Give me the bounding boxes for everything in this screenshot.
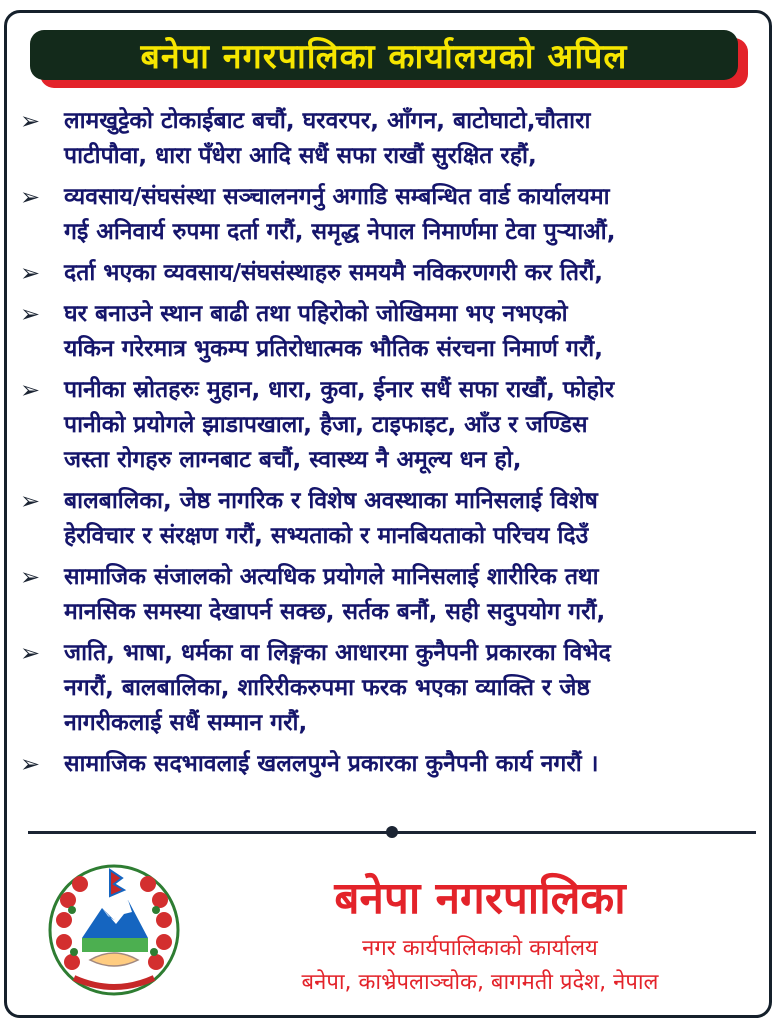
appeal-item <box>20 636 765 741</box>
appeal-line: हेरविचार र संरक्षण गरौं, सभ्यताको र मानबियताको परिचय दिउँ <box>64 523 589 549</box>
bullet-arrow-icon: ➢ <box>20 107 41 135</box>
nepal-government-emblem-icon <box>44 860 184 1000</box>
office-name: नगर कार्यपालिकाको कार्यालय <box>362 936 598 961</box>
bullet-arrow-icon: ➢ <box>20 259 41 287</box>
appeal-line: घर बनाउने स्थान बाढी तथा पहिरोको जोखिममा भए नभएको <box>64 301 568 327</box>
appeal-line: जस्ता रोगहरु लाग्नबाट बचौं, स्वास्थ्य नै अमूल्य धन हो, <box>64 447 522 473</box>
appeal-text <box>64 180 765 250</box>
appeal-line: सामाजिक संजालको अत्यधिक प्रयोगले मानिसलाई शारीरिक तथा <box>64 564 599 590</box>
appeal-text <box>64 747 765 782</box>
bullet-arrow-icon: ➢ <box>20 639 41 667</box>
appeal-item <box>20 373 765 478</box>
bullet-arrow-icon: ➢ <box>20 487 41 515</box>
appeal-text <box>64 484 765 554</box>
appeal-line: व्यवसाय/संघसंस्था सञ्चालनगर्नु अगाडि सम्बन्धित वार्ड कार्यालयमा <box>64 184 610 210</box>
appeal-item <box>20 560 765 630</box>
appeal-line: नगरौं, बालबालिका, शारिरीकरुपमा फरक भएका व्याक्ति र जेष्ठ <box>64 675 590 701</box>
appeal-text <box>64 560 765 630</box>
appeal-line: यकिन गरेरमात्र भुकम्प प्रतिरोधात्मक भौतिक संरचना निमार्ण गरौं, <box>64 336 603 362</box>
appeal-text <box>64 104 765 174</box>
appeal-line: पाटीपौवा, धारा पँधेरा आदि सधैं सफा राखौं सुरक्षित रहौं, <box>64 143 537 169</box>
appeal-line: पानीका स्रोतहरुः मुहान, धारा, कुवा, ईनार सधैं सफा राखौं, फोहोर <box>64 377 615 403</box>
bullet-arrow-icon: ➢ <box>20 563 41 591</box>
org-name: बनेपा नगरपालिका <box>334 873 626 924</box>
title-bar <box>30 30 738 80</box>
appeal-text <box>64 373 765 478</box>
appeal-line: मानसिक समस्या देखापर्न सक्छ, सर्तक बनौं, सही सदुपयोग गरौं, <box>64 599 606 625</box>
appeal-item <box>20 256 765 291</box>
bullet-arrow-icon: ➢ <box>20 750 41 778</box>
appeal-item <box>20 180 765 250</box>
appeal-line: जाति, भाषा, धर्मका वा लिङ्गका आधारमा कुनैपनी प्रकारका विभेद <box>64 640 611 666</box>
appeal-text <box>64 636 765 741</box>
bullet-arrow-icon: ➢ <box>20 376 41 404</box>
appeal-item <box>20 104 765 174</box>
appeal-line: बालबालिका, जेष्ठ नागरिक र विशेष अवस्थाका मानिसलाई विशेष <box>64 488 598 514</box>
address: बनेपा, काभ्रेपलाञ्चोक, बागमती प्रदेश, नेपाल <box>301 970 659 995</box>
appeal-item <box>20 297 765 367</box>
page-title: बनेपा नगरपालिका कार्यालयको अपिल <box>140 37 628 77</box>
appeal-list <box>20 104 765 788</box>
divider-dot <box>386 826 398 838</box>
bullet-arrow-icon: ➢ <box>20 300 41 328</box>
appeal-line: नागरीकलाई सधैं सम्मान गरौं, <box>64 710 308 736</box>
appeal-line: सामाजिक सदभावलाई खललपुग्ने प्रकारका कुनैपनी कार्य नगरौं । <box>64 751 599 777</box>
appeal-item <box>20 484 765 554</box>
bullet-arrow-icon: ➢ <box>20 183 41 211</box>
appeal-text <box>64 256 765 291</box>
appeal-item <box>20 747 765 782</box>
appeal-line: लामखुट्टेको टोकाईबाट बचौं, घरवरपर, आँगन, बाटोघाटो,चौतारा <box>64 108 591 134</box>
appeal-line: दर्ता भएका व्यवसाय/संघसंस्थाहरु समयमै नविकरणगरी कर तिरौं, <box>64 260 604 286</box>
appeal-line: गई अनिवार्य रुपमा दर्ता गरौं, समृद्ध नेपाल निमार्णमा टेवा पुऱ्याऔं, <box>64 219 616 245</box>
appeal-line: पानीको प्रयोगले झाडापखाला, हैजा, टाइफाइट, आँउ र जण्डिस <box>64 412 588 438</box>
appeal-text <box>64 297 765 367</box>
